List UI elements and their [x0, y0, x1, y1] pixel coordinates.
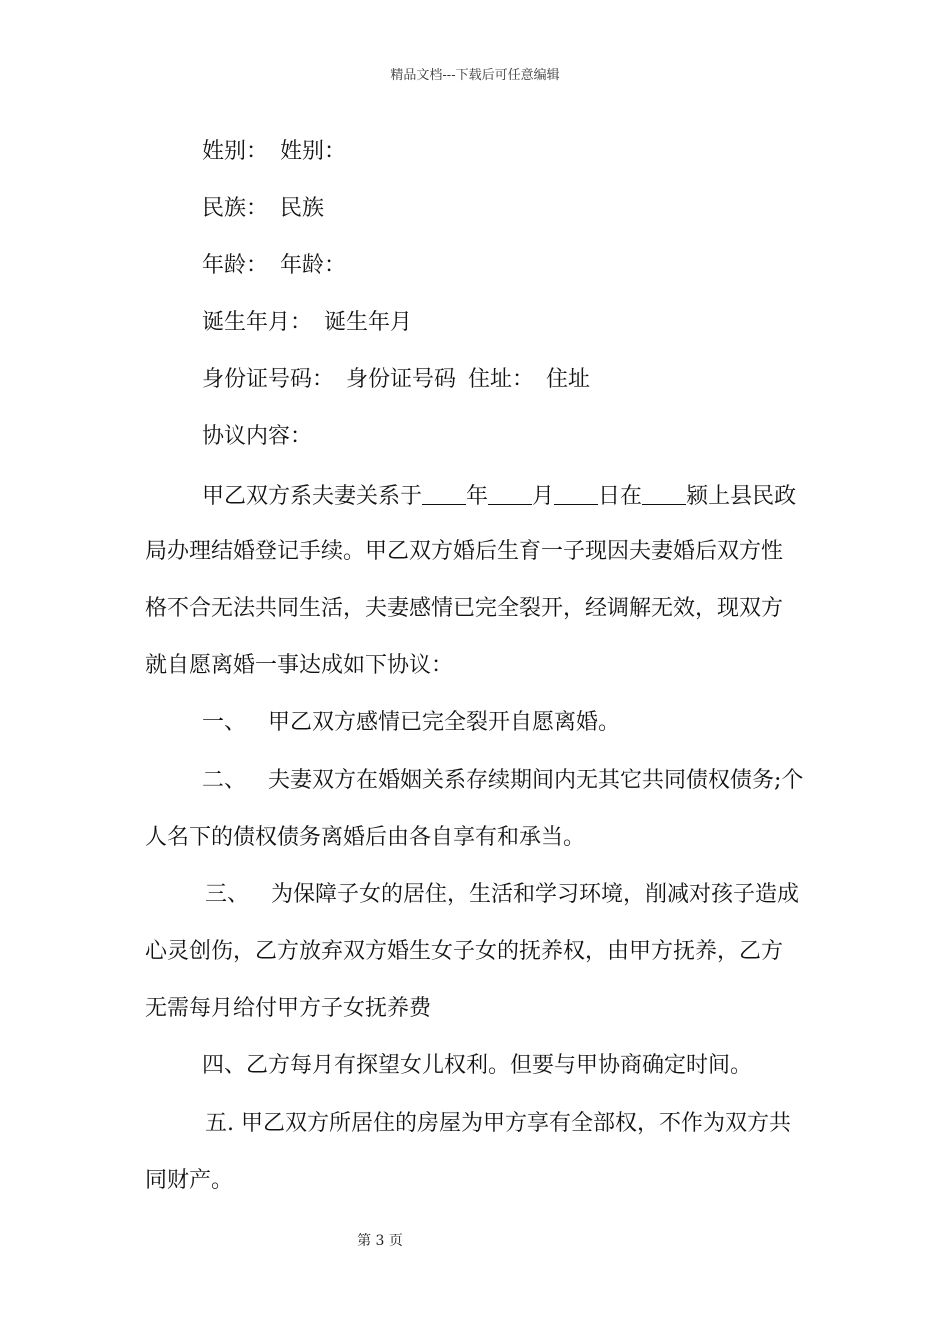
birthdate-label: 诞生年月： [202, 310, 313, 335]
year-blank [422, 484, 466, 505]
birthdate-field [202, 312, 412, 334]
ethnicity-label: 民族： [202, 196, 269, 221]
month-label: 月 [532, 484, 555, 509]
clause-2-line-2: 人名下的债权债务离婚后由各自享有和承当。 [145, 825, 586, 850]
birthdate-value: 诞生年月 [324, 310, 413, 335]
clause-1-text: 甲乙双方感情已完全裂开自愿离婚。 [268, 710, 621, 735]
place-blank [642, 484, 686, 505]
clause-3 [205, 884, 799, 906]
ethnicity-value: 民族 [280, 196, 325, 221]
year-label: 年 [466, 484, 489, 509]
bureau-text: 颍上县民政 [686, 484, 797, 509]
clause-3-text: 为保障子女的居住，生活和学习环境，削减对孩子造成 [271, 882, 800, 907]
agreement-title: 协议内容： [202, 424, 313, 449]
id-number-value: 身份证号码 [346, 367, 457, 392]
page-header: 精品文档---下载后可任意编辑 [390, 68, 560, 83]
clause-2 [202, 770, 803, 792]
intro-text: 甲乙双方系夫妻关系于 [202, 484, 423, 509]
clause-1-number: 一、 [202, 710, 247, 735]
gender-value: 姓别： [280, 139, 347, 164]
address-label: 住址： [468, 367, 535, 392]
month-blank [488, 484, 532, 505]
clause-1 [202, 712, 620, 734]
ethnicity-field [202, 198, 324, 220]
clause-2-text: 夫妻双方在婚姻关系存续期间内无其它共同债权债务;个 [268, 768, 804, 793]
address-value: 住址 [546, 367, 591, 392]
clause-5-line-2: 同财产。 [145, 1168, 234, 1193]
clause-3-number: 三、 [205, 882, 250, 907]
age-label: 年龄： [202, 253, 269, 278]
clause-3-line-3: 无需每月给付甲方子女抚养费 [145, 996, 432, 1021]
page-number: 第 3 页 [357, 1233, 403, 1249]
day-label: 日在 [598, 484, 643, 509]
clause-3-line-2: 心灵创伤，乙方放弃双方婚生女子女的抚养权，由甲方抚养，乙方 [145, 939, 784, 964]
age-field [202, 255, 346, 277]
intro-line-1 [202, 484, 796, 508]
intro-line-3: 格不合无法共同生活，夫妻感情已完全裂开，经调解无效，现双方 [145, 596, 784, 621]
intro-line-4: 就自愿离婚一事达成如下协议： [145, 653, 454, 678]
id-address-field [202, 369, 590, 391]
day-blank [554, 484, 598, 505]
clause-4: 四、乙方每月有探望女儿权利。但要与甲协商确定时间。 [202, 1053, 753, 1078]
age-value: 年龄： [280, 253, 347, 278]
clause-5: 五. 甲乙双方所居住的房屋为甲方享有全部权，不作为双方共 [205, 1111, 791, 1136]
gender-label: 姓别： [202, 139, 269, 164]
clause-2-number: 二、 [202, 768, 247, 793]
intro-line-2: 局办理结婚登记手续。甲乙双方婚后生育一子现因夫妻婚后双方性 [145, 539, 784, 564]
id-number-label: 身份证号码： [202, 367, 335, 392]
gender-field [202, 141, 346, 163]
